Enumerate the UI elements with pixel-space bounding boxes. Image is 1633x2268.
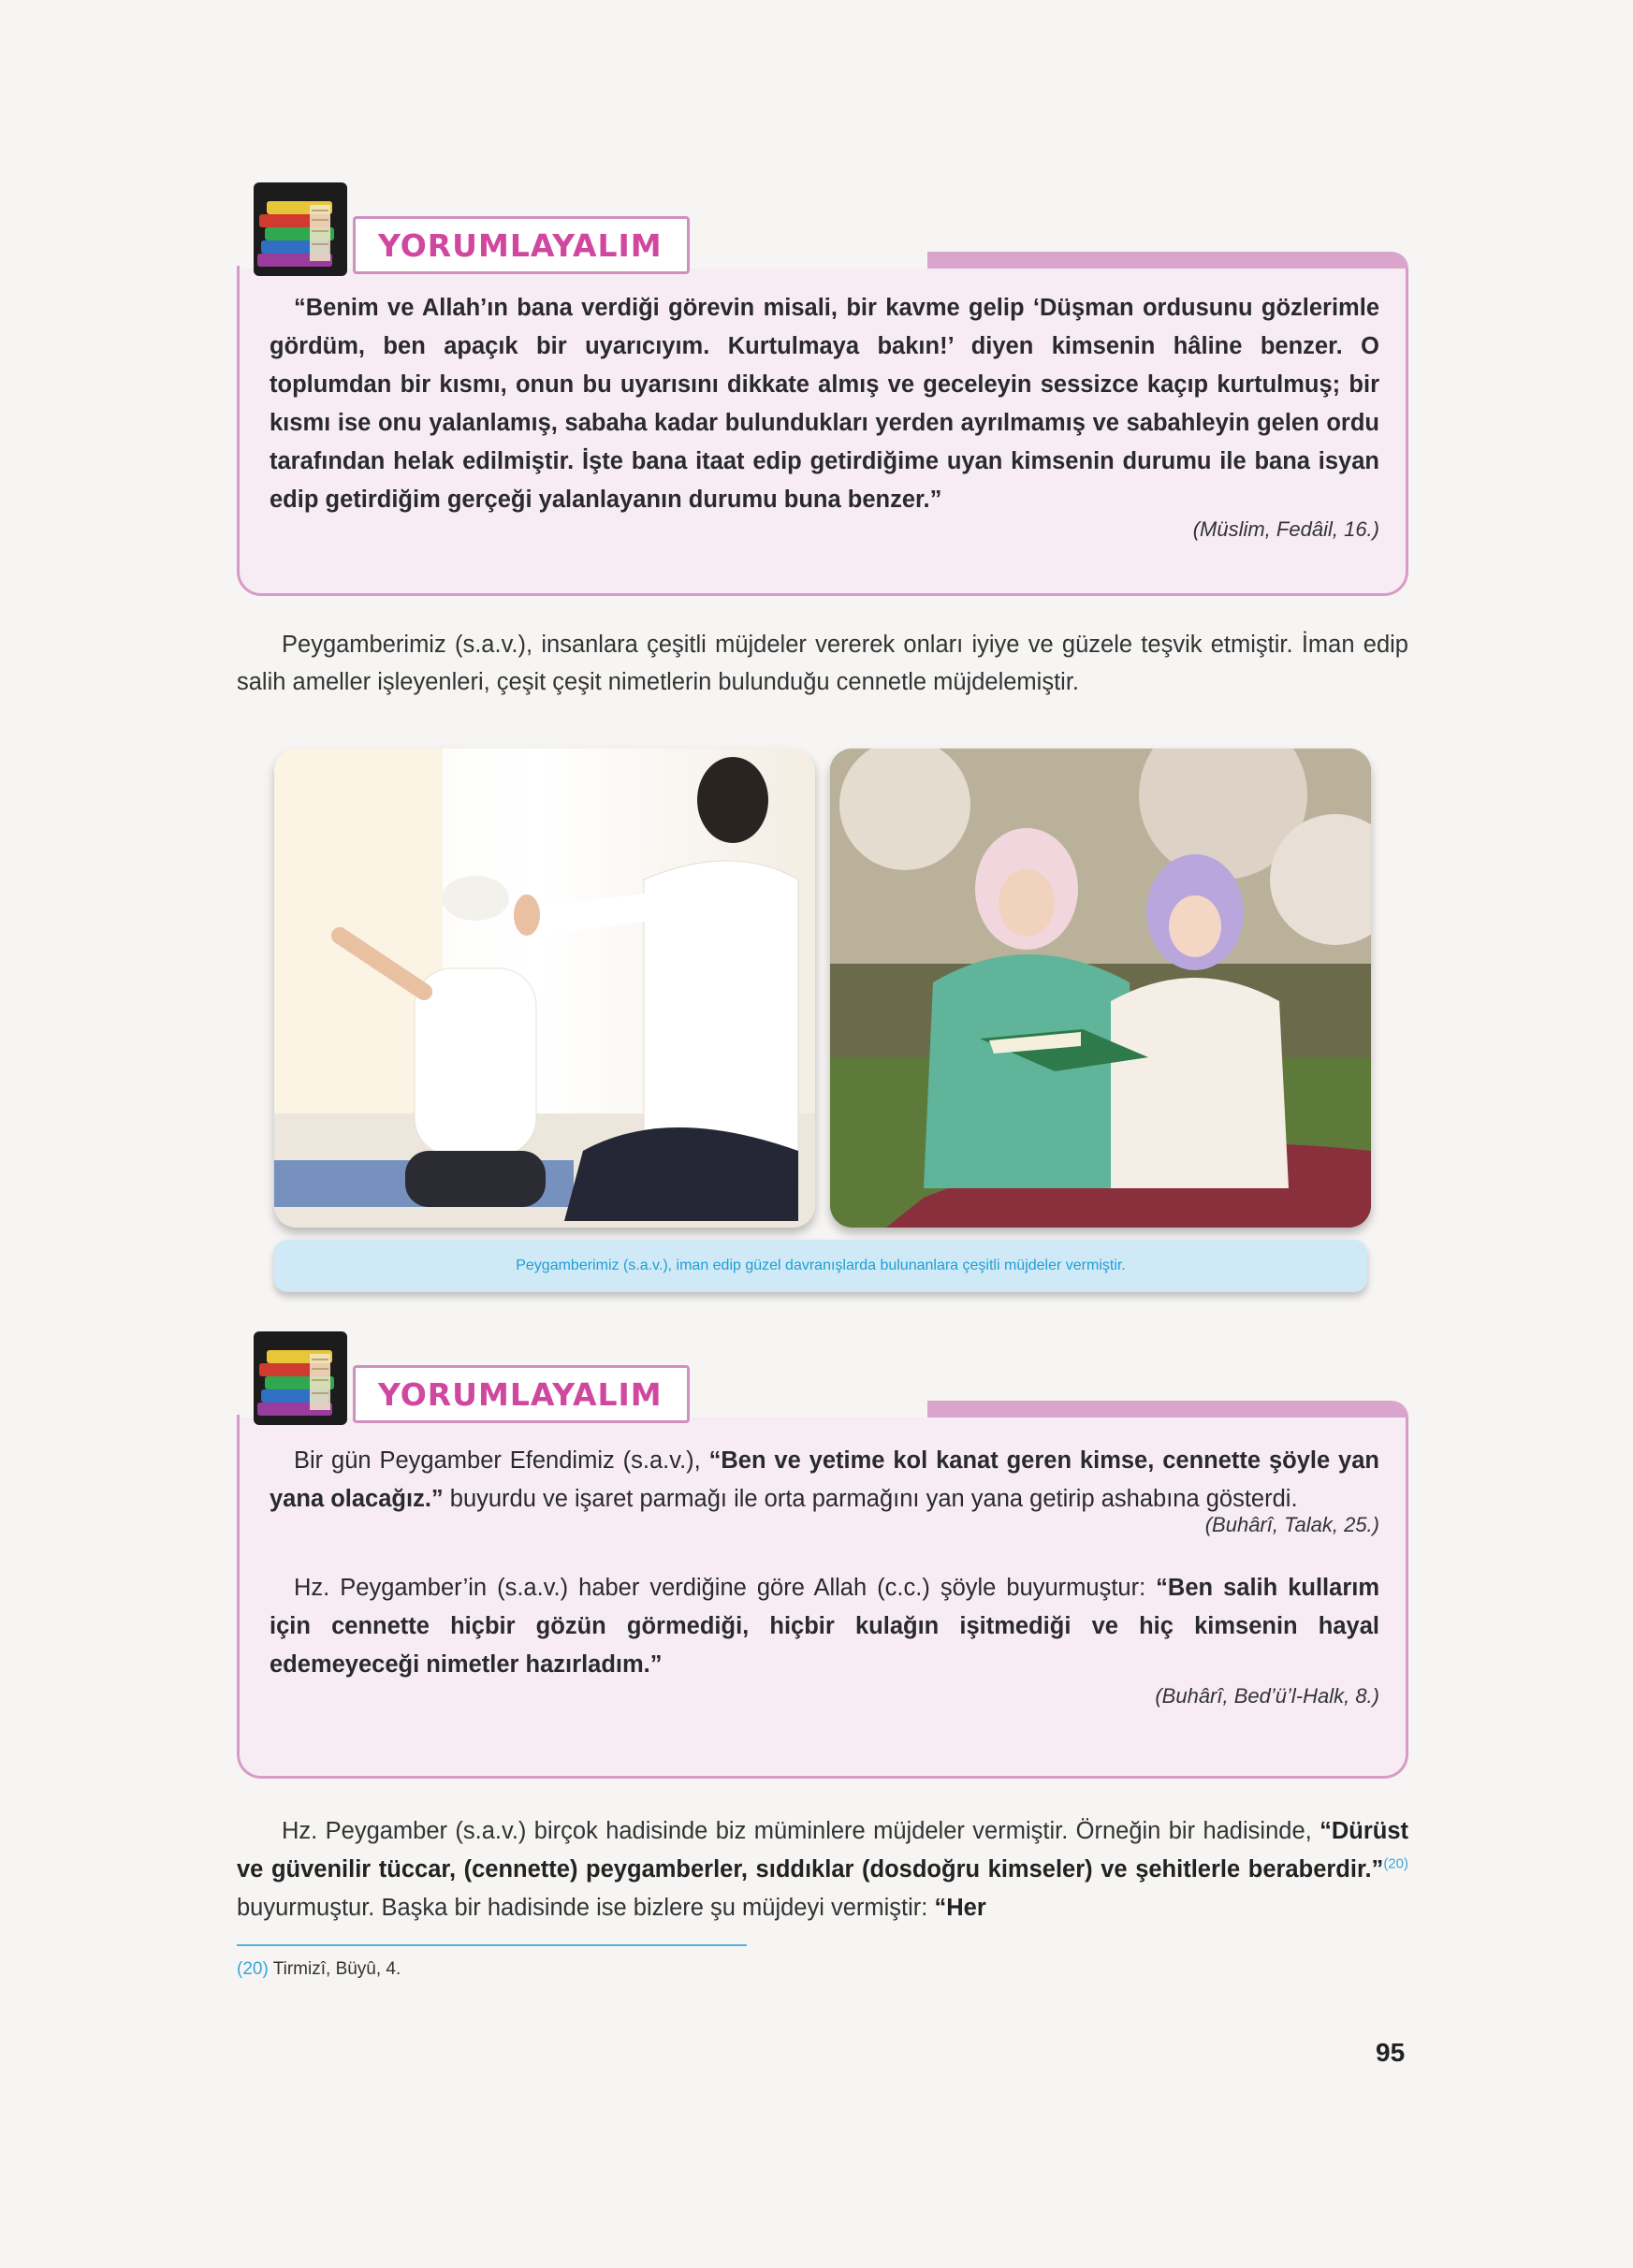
footnote-divider (237, 1944, 747, 1946)
hadith-source: (Müslim, Fedâil, 16.) (1192, 517, 1379, 541)
box-top-bar (927, 1401, 1408, 1418)
books-icon (254, 182, 347, 276)
page-number: 95 (1376, 2038, 1406, 2067)
books-icon (254, 1331, 347, 1425)
yorumlayalim-header (353, 216, 690, 274)
footnote-ref[interactable]: (20) (1383, 1855, 1408, 1872)
box-top-bar (927, 252, 1408, 269)
box-title: YORUMLAYALIM (378, 226, 663, 264)
photo-caption: Peygamberimiz (s.a.v.), iman edip güzel davranışlarda bulunanlara çeşitli müjdeler vermiştir. (516, 1258, 1126, 1273)
hadith-source-1: (Buhârî, Talak, 25.) (1204, 1513, 1379, 1536)
hadith-text-1: Bir gün Peygamber Efendimiz (s.a.v.), “Ben ve yetime kol kanat geren kimse, cennette şöyle yan yana olacağız.” buyurdu ve işaret parmağı ile orta parmağını yan yana getirip ashabına gösterdi. (270, 1447, 1379, 1512)
footnote-number: (20) (237, 1959, 269, 1979)
body-paragraph-1: Peygamberimiz (s.a.v.), insanlara çeşitli müjdeler vererek onları iyiye ve güzele teşvik etmiştir. İman edip salih ameller işleyenleri, çeşit çeşit nimetlerin bulunduğu cennetle müjdelemiştir. (237, 632, 1408, 695)
hadith-source-2: (Buhârî, Bed’ü’l-Halk, 8.) (1155, 1684, 1379, 1708)
footnote-text: Tirmizî, Büyû, 4. (268, 1959, 401, 1979)
footnote (237, 1959, 401, 1980)
hadith-text-2: Hz. Peygamber’in (s.a.v.) haber verdiğine göre Allah (c.c.) şöyle buyurmuştur: “Ben salih kullarım için cennette hiçbir gözün görmediği, hiçbir kulağın işitmediği ve hiç kimsenin hayal edemeyeceği nimetler hazırladım.” (270, 1575, 1379, 1678)
box-title: YORUMLAYALIM (378, 1375, 663, 1413)
hadith-text: “Benim ve Allah’ın bana verdiği görevin misali, bir kavme gelip ‘Düşman ordusunu gözlerimle gördüm, ben apaçık bir uyarıcıyım. Kurtulmaya bakın!’ diyen kimsenin hâline benzer. O toplumdan bir kısmı, onun bu uyarısını dikkate almış ve geceleyin sessizce kaçıp kurtulmuş; bir kısmı ise onu yalanlamış, sabaha kadar bulundukları yerden ayrılmamış ve sabahleyin gelen ordu tarafından helak edilmiştir. İşte bana itaat edip getirdiğime uyan kimsenin durumu ile bana isyan edip getirdiğim gerçeği yalanlayanın durumu buna benzer.” (270, 295, 1379, 513)
photo-caption-bar (274, 1240, 1367, 1292)
photo-reading (830, 749, 1371, 1228)
yorumlayalim-header (353, 1365, 690, 1423)
photo-prayer (274, 749, 815, 1228)
yorumlayalim-box-1 (237, 226, 1408, 596)
body-paragraph-2: Hz. Peygamber (s.a.v.) birçok hadisinde biz müminlere müjdeler vermiştir. Örneğin bir hadisinde, “Dürüst ve güvenilir tüccar, (cennette) peygamberler, sıddıklar (dosdoğru kimseler) ve şehitlerle beraberdir.”$^{(20)}$ buyurmuştur. Başka bir hadisinde ise bizlere şu müjdeyi vermiştir: “Her (237, 1818, 1408, 1921)
yorumlayalim-box-2 (237, 1375, 1408, 1779)
